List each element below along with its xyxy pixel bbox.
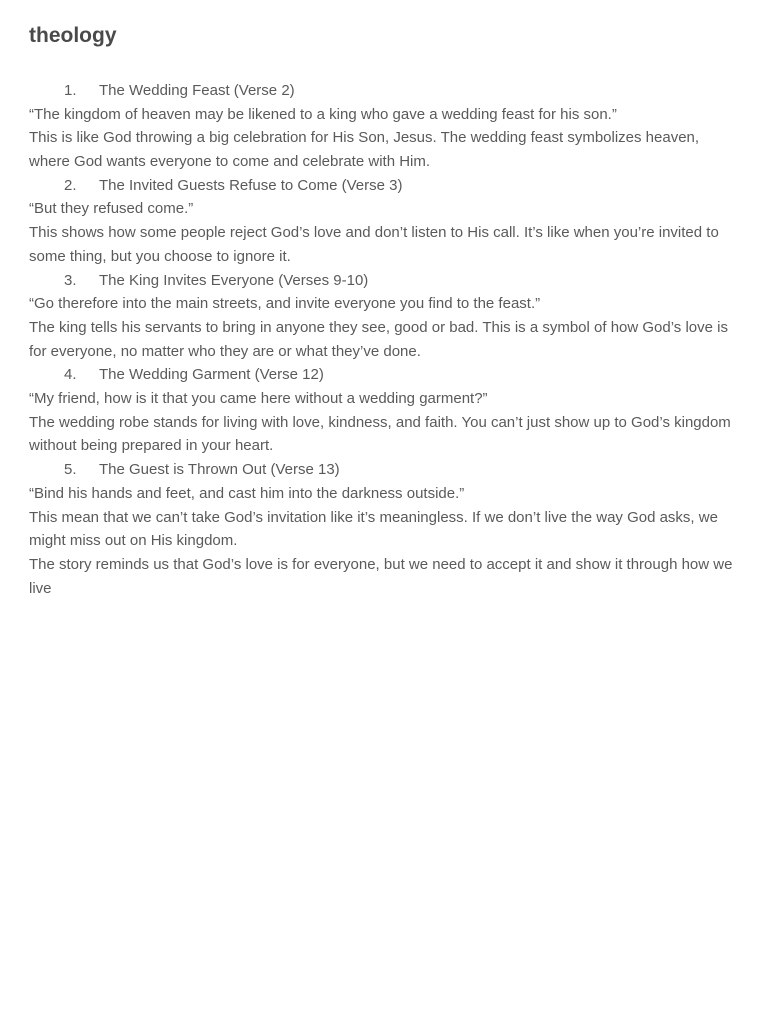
section-title: The Guest is Thrown Out (Verse 13) [99, 461, 340, 479]
section-quote: “My friend, how is it that you came here without a wedding garment?” [29, 390, 488, 408]
section-heading [29, 363, 739, 387]
section-explanation: This is like God throwing a big celebration for His Son, Jesus. The wedding feast symbolizes heaven, where God wants everyone to come and celebrate with Him. [29, 129, 700, 171]
list-number: 2. [64, 176, 77, 194]
section-4 [29, 363, 739, 458]
section-quote: “But they refused come.” [29, 200, 194, 218]
section-3 [29, 269, 739, 364]
note-body[interactable] [29, 79, 739, 600]
section-quote: “Go therefore into the main streets, and invite everyone you find to the feast.” [29, 295, 541, 313]
section-heading [29, 458, 739, 482]
section-1 [29, 79, 739, 174]
list-number: 1. [64, 82, 77, 99]
list-number: 3. [64, 271, 77, 289]
list-number: 4. [64, 366, 77, 384]
section-explanation: This mean that we can’t take God’s invitation like it’s meaningless. If we don’t live the way God asks, we might miss out on His kingdom. [29, 508, 718, 550]
conclusion-text: The story reminds us that God’s love is for everyone, but we need to accept it and show it through how we live [29, 555, 733, 597]
section-5 [29, 458, 739, 553]
section-title: The Wedding Garment (Verse 12) [99, 366, 324, 384]
section-heading [29, 269, 739, 293]
section-title: The Invited Guests Refuse to Come (Verse 3) [99, 176, 403, 194]
note-title: theology [29, 24, 117, 47]
section-title: The Wedding Feast (Verse 2) [99, 82, 295, 99]
section-explanation: The wedding robe stands for living with love, kindness, and faith. You can’t just show up to God’s kingdom without being prepared in your heart. [29, 413, 731, 455]
section-heading [29, 79, 739, 103]
section-quote: “The kingdom of heaven may be likened to a king who gave a wedding feast for his son.” [29, 105, 617, 123]
list-number: 5. [64, 461, 77, 479]
section-explanation: The king tells his servants to bring in anyone they see, good or bad. This is a symbol of how God’s love is for everyone, no matter who they are or what they’ve done. [29, 318, 728, 360]
section-title: The King Invites Everyone (Verses 9-10) [99, 271, 369, 289]
section-explanation: This shows how some people reject God’s love and don’t listen to His call. It’s like when you’re invited to some thing, but you choose to ignore it. [29, 224, 719, 265]
section-quote: “Bind his hands and feet, and cast him into the darkness outside.” [29, 484, 465, 502]
section-heading [29, 174, 739, 198]
section-2 [29, 174, 739, 269]
